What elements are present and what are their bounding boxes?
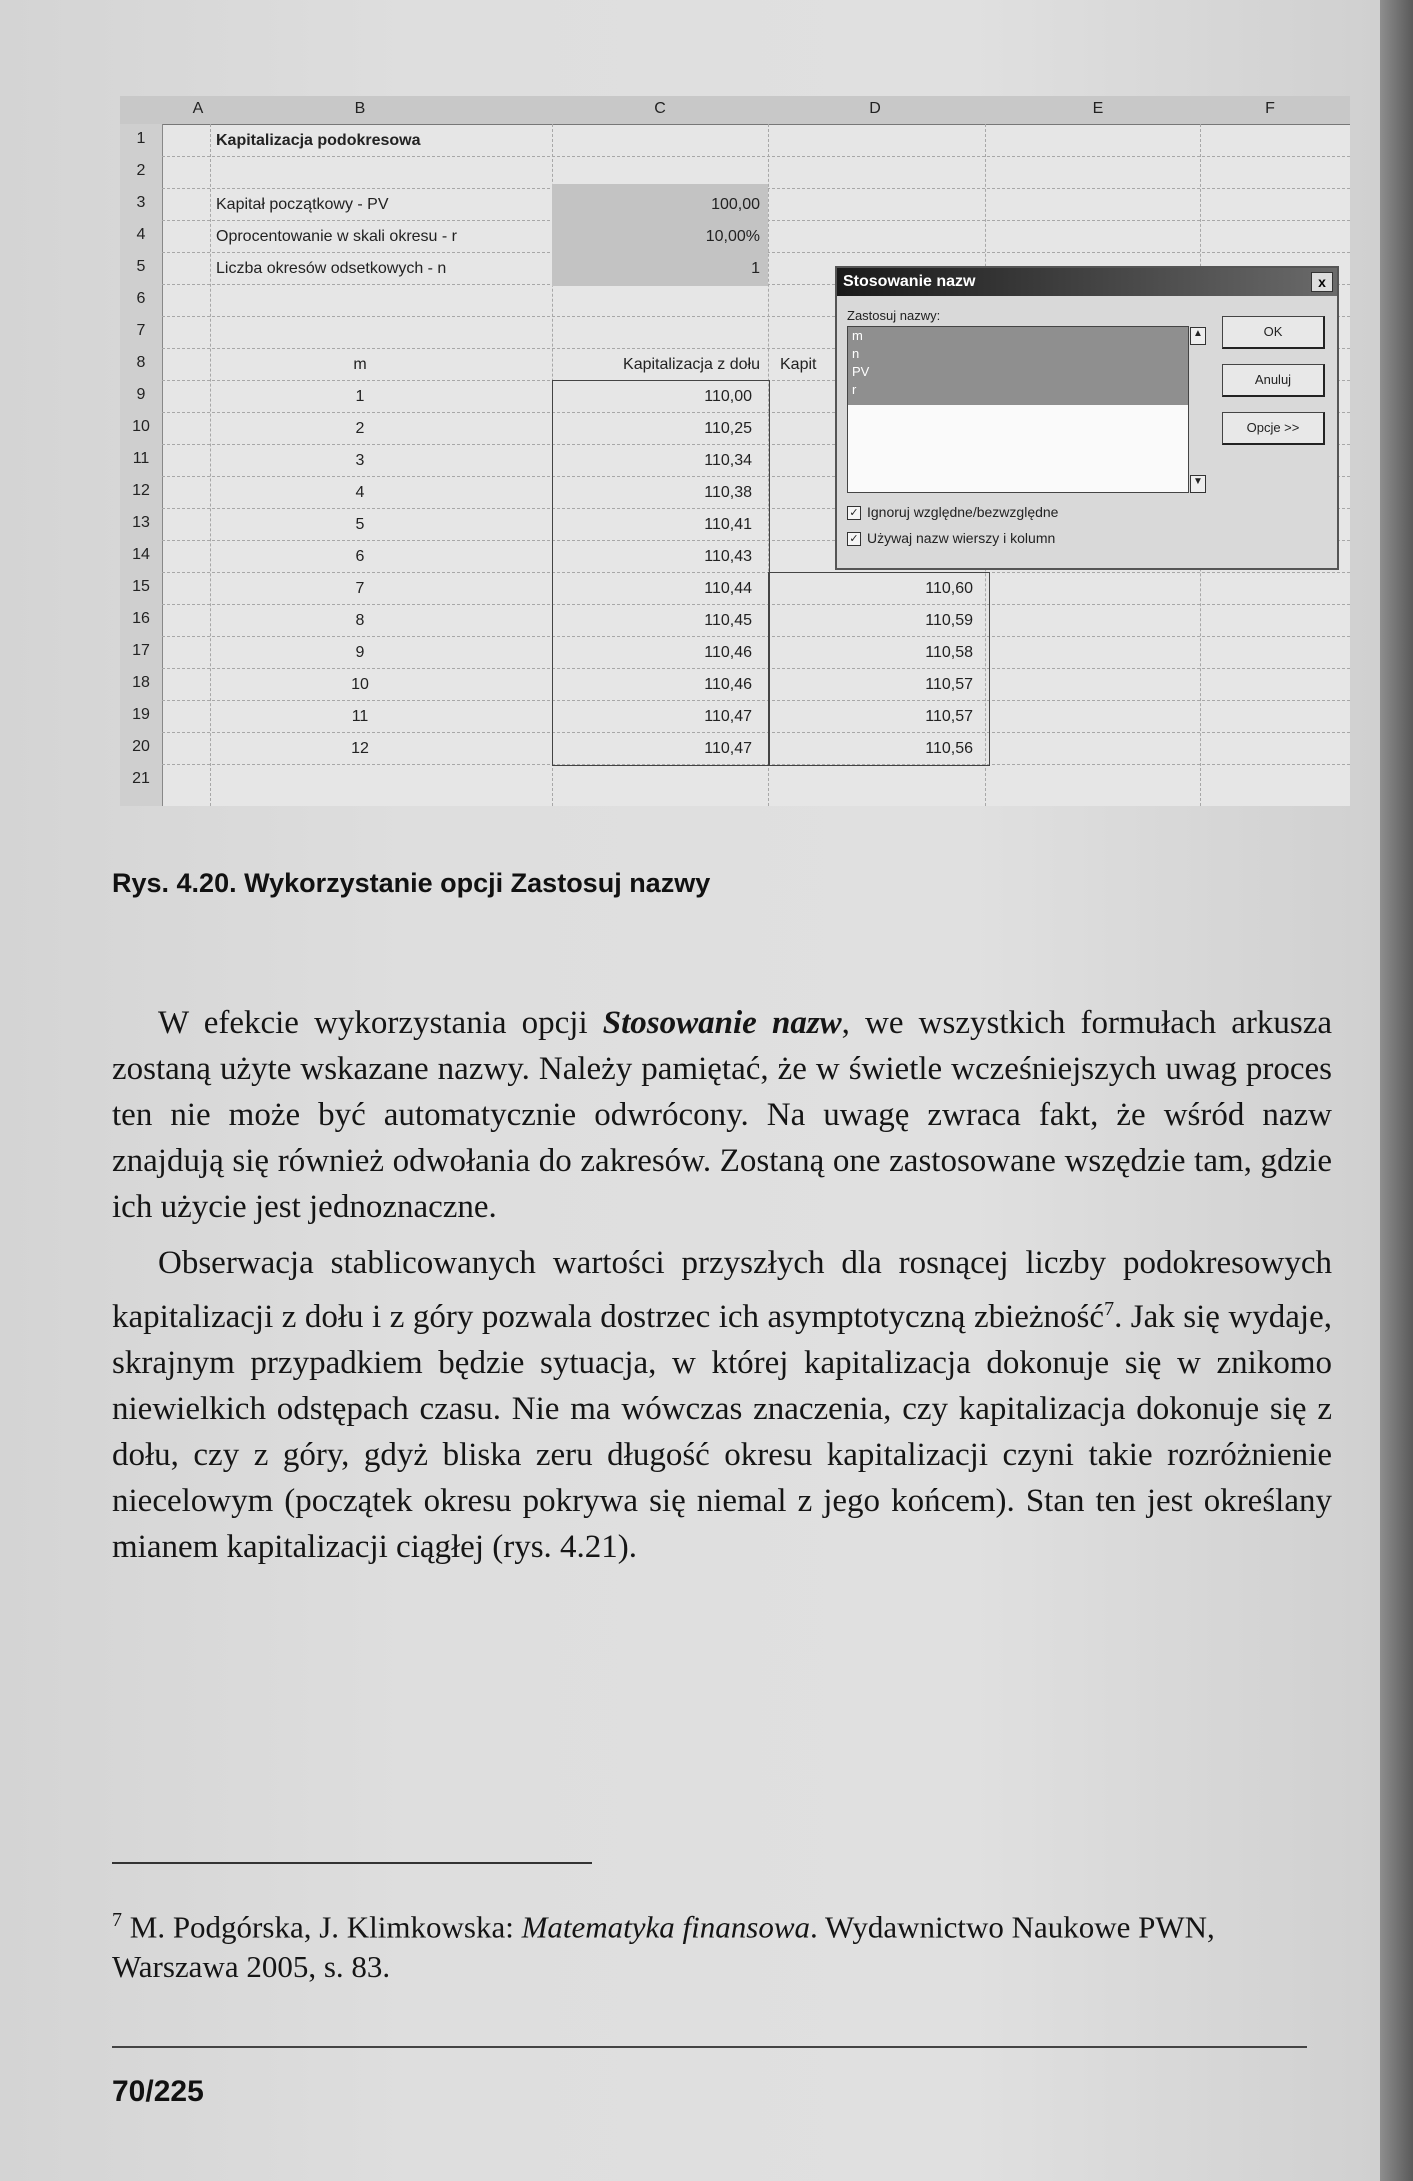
- m-cell[interactable]: 3: [355, 452, 365, 469]
- footnote: [112, 1900, 1332, 1987]
- footnote-title: Matematyka finansowa: [521, 1909, 811, 1945]
- page-number: 70/225: [112, 2075, 204, 2108]
- value-cell[interactable]: 110,41: [704, 516, 752, 533]
- param-value-cell[interactable]: 10,00%: [705, 228, 760, 245]
- row-number: 5: [136, 258, 146, 275]
- header-m-cell[interactable]: m: [353, 356, 367, 373]
- figure-caption: Rys. 4.20. Wykorzystanie opcji Zastosuj nazwy: [112, 868, 711, 898]
- row-number: 17: [132, 642, 150, 659]
- selected-items-highlight: [848, 327, 1188, 405]
- text-run: , we wszystkich formułach arkusza zostaną użyte wskazane nazwy. Należy pamiętać, że w świetle wcześniejszych uwag proces ten nie może być automatycznie odwrócony. Na uwagę zwraca fakt, że wśród nazw znajdują się również odwołania do zakresów. Zostaną one zastosowane wszędzie tam, gdzie ich użycie jest jednoznaczne.: [112, 1005, 1332, 1225]
- m-cell[interactable]: 4: [355, 484, 365, 501]
- row-number: 2: [136, 162, 146, 179]
- row-number: 7: [136, 322, 146, 339]
- value-cell[interactable]: 110,45: [704, 612, 752, 629]
- list-item[interactable]: n: [852, 346, 860, 361]
- row-number: 20: [132, 738, 150, 755]
- param-value-cell[interactable]: 100,00: [711, 196, 760, 213]
- apply-names-dialog: [835, 266, 1339, 570]
- dialog-title: Stosowanie nazw: [843, 273, 976, 290]
- value-cell[interactable]: 110,43: [704, 548, 752, 565]
- value-cell[interactable]: 110,46: [704, 644, 752, 661]
- dialog-title-bar[interactable]: [837, 268, 1337, 296]
- options-button[interactable]: Opcje >>: [1222, 412, 1325, 445]
- row-number: 3: [136, 194, 146, 211]
- value-cell[interactable]: 110,47: [704, 708, 752, 725]
- column-header: B: [354, 100, 366, 117]
- column-header-row: [120, 96, 1350, 125]
- footnote-number: 7: [112, 1909, 122, 1931]
- param-label-cell[interactable]: Oprocentowanie w skali okresu - r: [216, 228, 457, 245]
- m-cell[interactable]: 10: [351, 676, 369, 693]
- paragraph: [112, 1240, 1332, 1570]
- value-cell[interactable]: 110,59: [925, 612, 973, 629]
- value-cell[interactable]: 110,57: [925, 708, 973, 725]
- m-cell[interactable]: 7: [355, 580, 365, 597]
- param-value-cell[interactable]: 1: [751, 260, 760, 277]
- row-number: 21: [132, 770, 150, 787]
- column-header: F: [1265, 100, 1275, 117]
- gridline: [210, 124, 211, 806]
- footnote-separator: [112, 1862, 592, 1864]
- scroll-up-icon[interactable]: ▲: [1190, 327, 1206, 345]
- column-header: D: [869, 100, 881, 117]
- close-icon[interactable]: x: [1311, 272, 1333, 292]
- footnote-rest: . Wydawnictwo Naukowe PWN, Warszawa 2005, s. 83.: [112, 1909, 1215, 1985]
- list-item[interactable]: m: [852, 328, 863, 343]
- names-list-label: Zastosuj nazwy:: [847, 308, 941, 323]
- checkbox-label: Używaj nazw wierszy i kolumn: [867, 530, 1056, 546]
- value-cell[interactable]: 110,57: [925, 676, 973, 693]
- m-cell[interactable]: 2: [355, 420, 365, 437]
- row-number: 13: [132, 514, 150, 531]
- checkmark-icon: ✓: [847, 506, 861, 520]
- row-number: 8: [136, 354, 146, 371]
- list-item[interactable]: PV: [852, 364, 870, 379]
- sheet-title-cell[interactable]: Kapitalizacja podokresowa: [216, 132, 421, 149]
- value-cell[interactable]: 110,56: [925, 740, 973, 757]
- column-header: E: [1092, 100, 1104, 117]
- row-number: 10: [132, 418, 150, 435]
- checkbox-label: Ignoruj względne/bezwzględne: [867, 504, 1059, 520]
- row-header-column: [120, 124, 163, 806]
- value-cell[interactable]: 110,25: [704, 420, 752, 437]
- use-row-column-names-checkbox[interactable]: [847, 530, 1055, 546]
- scroll-down-icon[interactable]: ▼: [1190, 475, 1206, 493]
- row-number: 15: [132, 578, 150, 595]
- row-number: 4: [136, 226, 146, 243]
- value-cell[interactable]: 110,58: [925, 644, 973, 661]
- footnote-authors: M. Podgórska, J. Klimkowska:: [129, 1909, 522, 1945]
- param-label-cell[interactable]: Kapitał początkowy - PV: [216, 196, 389, 213]
- ignore-relative-absolute-checkbox[interactable]: [847, 504, 1058, 520]
- row-number: 12: [132, 482, 150, 499]
- m-cell[interactable]: 6: [355, 548, 365, 565]
- value-cell[interactable]: 110,60: [925, 580, 973, 597]
- cancel-button[interactable]: Anuluj: [1222, 364, 1325, 397]
- m-cell[interactable]: 9: [355, 644, 365, 661]
- paragraph: [112, 1000, 1332, 1230]
- header-kapit-cell[interactable]: Kapit: [780, 356, 817, 373]
- param-label-cell[interactable]: Liczba okresów odsetkowych - n: [216, 260, 447, 277]
- m-cell[interactable]: 1: [355, 388, 365, 405]
- row-number: 14: [132, 546, 150, 563]
- row-number: 1: [136, 130, 146, 147]
- text-run: . Jak się wydaje, skrajnym przypadkiem będzie sytuacja, w której kapitalizacja dokonuje się w znikomo niewielkich odstępach czasu. Nie ma wówczas znaczenia, czy kapitalizacja dokonuje się z dołu, czy z góry, gdyż bliska zeru długość okresu kapitalizacji czyni takie rozróżnienie niecelowym (początek okresu pokrywa się niemal z jego końcem). Stan ten jest określany mianem kapitalizacji ciągłej (rys. 4.21).: [112, 1299, 1332, 1565]
- column-header: C: [654, 100, 666, 117]
- page-edge: [1380, 0, 1413, 2181]
- row-number: 6: [136, 290, 146, 307]
- text-run: Obserwacja stablicowanych wartości przyszłych dla rosnącej liczby podokresowych kapitalizacji z dołu i z góry pozwala dostrzec ich asymptotyczną zbieżność: [112, 1245, 1332, 1335]
- value-cell[interactable]: 110,44: [704, 580, 752, 597]
- bottom-rule: [112, 2046, 1307, 2048]
- footnote-reference: 7: [1104, 1298, 1115, 1320]
- gridline: [162, 156, 1350, 157]
- value-cell[interactable]: 110,00: [704, 388, 752, 405]
- ok-button[interactable]: OK: [1222, 316, 1325, 349]
- m-cell[interactable]: 11: [351, 708, 369, 725]
- m-cell[interactable]: 12: [351, 740, 369, 757]
- value-cell[interactable]: 110,46: [704, 676, 752, 693]
- column-header: A: [192, 100, 204, 117]
- row-number: 11: [132, 450, 150, 467]
- emphasis-text: Stosowanie nazw: [602, 1005, 842, 1041]
- value-cell[interactable]: 110,47: [704, 740, 752, 757]
- header-kapitalizacja-z-dolu-cell[interactable]: Kapitalizacja z dołu: [623, 356, 760, 373]
- row-number: 19: [132, 706, 150, 723]
- text-run: W efekcie wykorzystania opcji: [158, 1005, 603, 1041]
- names-listbox[interactable]: [847, 326, 1203, 493]
- row-number: 16: [132, 610, 150, 627]
- row-number: 18: [132, 674, 150, 691]
- m-cell[interactable]: 8: [355, 612, 365, 629]
- value-cell[interactable]: 110,38: [704, 484, 752, 501]
- checkmark-icon: ✓: [847, 532, 861, 546]
- m-cell[interactable]: 5: [355, 516, 365, 533]
- value-cell[interactable]: 110,34: [704, 452, 752, 469]
- spreadsheet-screenshot: [120, 96, 1350, 806]
- row-number: 9: [136, 386, 146, 403]
- list-item[interactable]: r: [852, 382, 857, 397]
